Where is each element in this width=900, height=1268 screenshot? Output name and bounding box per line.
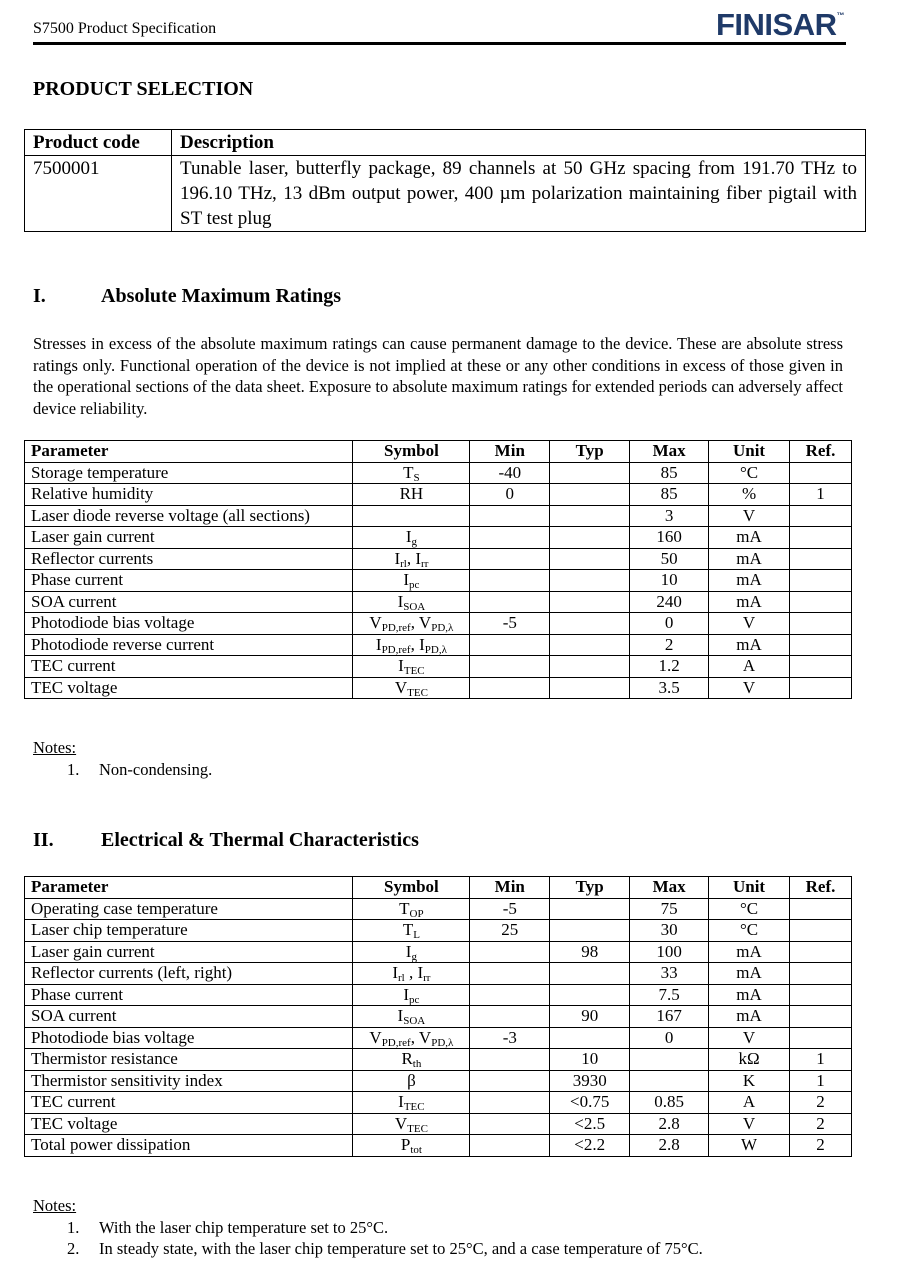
product-selection-table <box>24 129 866 232</box>
symbol-subscript: tot <box>410 1144 422 1157</box>
max-cell: 0 <box>630 613 709 635</box>
symbol-subscript: PD,ref <box>381 622 411 635</box>
symbol-cell <box>353 505 470 527</box>
section-1-heading <box>33 285 341 308</box>
symbol-subscript: rl <box>397 972 405 985</box>
ref-cell <box>789 898 851 920</box>
max-cell: 85 <box>630 484 709 506</box>
note-text: In steady state, with the laser chip temperature set to 25°C, and a case temperature of 75°C. <box>99 1239 703 1258</box>
col-parameter: Parameter <box>25 441 353 463</box>
note-item <box>33 759 212 781</box>
symbol-subscript: g <box>411 950 417 963</box>
note-number: 2. <box>67 1239 80 1258</box>
symbol-text: T <box>403 462 414 482</box>
typ-cell <box>550 548 630 570</box>
col-product-code: Product code <box>25 130 172 156</box>
typ-cell <box>550 920 630 942</box>
note-text: Non-condensing. <box>99 759 213 779</box>
abs-max-paragraph: Stresses in excess of the absolute maximum ratings can cause permanent damage to the device. These are absolute stress ratings only. Functional operation of the device is not implied at these or any other conditions in excess of those given in the operational sections of the data sheet. Exposure to absolute maximum ratings for extended periods can adversely affect device reliability. <box>33 334 843 418</box>
section-title: Absolute Maximum Ratings <box>101 285 342 307</box>
min-cell: -40 <box>470 462 550 484</box>
ref-cell: 2 <box>789 1135 851 1157</box>
min-cell: 0 <box>470 484 550 506</box>
unit-cell: A <box>709 656 790 678</box>
table-row <box>25 656 852 678</box>
symbol-subscript: pc <box>409 579 420 592</box>
symbol-text: RH <box>399 484 424 504</box>
typ-cell <box>550 570 630 592</box>
unit-cell: mA <box>709 963 790 985</box>
typ-cell <box>550 613 630 635</box>
ref-cell <box>789 677 851 699</box>
ref-cell <box>789 984 851 1006</box>
parameter-cell: Total power dissipation <box>25 1135 353 1157</box>
notes-title: Notes: <box>33 738 77 757</box>
parameter-cell: Photodiode bias voltage <box>25 1027 353 1049</box>
symbol-cell <box>353 1113 470 1135</box>
max-cell: 240 <box>630 591 709 613</box>
symbol-text: , V <box>410 613 432 633</box>
parameter-cell: Phase current <box>25 984 353 1006</box>
section-title: Electrical & Thermal Characteristics <box>101 829 419 851</box>
min-cell <box>470 1049 550 1071</box>
typ-cell: 90 <box>550 1006 630 1028</box>
unit-cell: mA <box>709 984 790 1006</box>
max-cell: 167 <box>630 1006 709 1028</box>
max-cell: 2.8 <box>630 1135 709 1157</box>
symbol-text: I <box>403 984 410 1004</box>
symbol-subscript: TEC <box>403 1101 425 1114</box>
typ-cell <box>550 898 630 920</box>
symbol-text: β <box>407 1070 416 1090</box>
symbol-subscript: rr <box>423 972 431 985</box>
col-min: Min <box>470 877 550 899</box>
symbol-text: V <box>394 1113 408 1133</box>
unit-cell: mA <box>709 1006 790 1028</box>
min-cell <box>470 634 550 656</box>
symbol-cell <box>353 677 470 699</box>
symbol-cell <box>353 613 470 635</box>
typ-cell <box>550 591 630 613</box>
max-cell: 1.2 <box>630 656 709 678</box>
table-row <box>25 484 852 506</box>
col-unit: Unit <box>709 877 790 899</box>
max-cell: 7.5 <box>630 984 709 1006</box>
symbol-cell <box>353 570 470 592</box>
ref-cell <box>789 656 851 678</box>
ref-cell <box>789 920 851 942</box>
note-number: 1. <box>67 759 80 779</box>
min-cell: 25 <box>470 920 550 942</box>
col-description: Description <box>172 130 866 156</box>
min-cell <box>470 941 550 963</box>
min-cell <box>470 527 550 549</box>
parameter-cell: Operating case temperature <box>25 898 353 920</box>
max-cell: 30 <box>630 920 709 942</box>
typ-cell: <0.75 <box>550 1092 630 1114</box>
section-2-notes <box>33 1195 703 1260</box>
section-2-heading <box>33 829 419 852</box>
col-unit: Unit <box>709 441 790 463</box>
symbol-text: , I <box>410 634 425 654</box>
section-1-notes <box>33 737 212 780</box>
parameter-cell: Photodiode reverse current <box>25 634 353 656</box>
max-cell: 85 <box>630 462 709 484</box>
symbol-cell <box>353 1070 470 1092</box>
note-number: 1. <box>67 1217 80 1237</box>
min-cell: -5 <box>470 898 550 920</box>
table-row <box>25 898 852 920</box>
ref-cell <box>789 963 851 985</box>
max-cell: 10 <box>630 570 709 592</box>
ref-cell: 1 <box>789 484 851 506</box>
electrical-thermal-table <box>24 876 852 1157</box>
symbol-text: I <box>394 548 401 568</box>
symbol-cell <box>353 984 470 1006</box>
table-body <box>25 462 852 699</box>
table-row <box>25 462 852 484</box>
table-header-row <box>25 877 852 899</box>
symbol-cell <box>353 484 470 506</box>
symbol-text: P <box>400 1135 411 1155</box>
max-cell: 33 <box>630 963 709 985</box>
unit-cell: mA <box>709 941 790 963</box>
col-typ: Typ <box>550 877 630 899</box>
symbol-subscript: PD,λ <box>424 643 447 656</box>
table-row <box>25 527 852 549</box>
symbol-subscript: g <box>411 536 417 549</box>
symbol-text: V <box>394 677 408 697</box>
col-parameter: Parameter <box>25 877 353 899</box>
symbol-text: , I <box>404 963 424 983</box>
ref-cell <box>789 548 851 570</box>
table-row <box>25 941 852 963</box>
typ-cell: <2.5 <box>550 1113 630 1135</box>
parameter-cell: TEC current <box>25 1092 353 1114</box>
symbol-text: I <box>403 570 410 590</box>
unit-cell: V <box>709 1113 790 1135</box>
unit-cell: A <box>709 1092 790 1114</box>
symbol-cell <box>353 920 470 942</box>
symbol-subscript: pc <box>409 993 420 1006</box>
table-row <box>25 613 852 635</box>
typ-cell: <2.2 <box>550 1135 630 1157</box>
max-cell: 50 <box>630 548 709 570</box>
unit-cell: kΩ <box>709 1049 790 1071</box>
unit-cell: % <box>709 484 790 506</box>
min-cell <box>470 1006 550 1028</box>
typ-cell <box>550 462 630 484</box>
symbol-cell <box>353 548 470 570</box>
symbol-text: V <box>369 613 382 633</box>
symbol-cell <box>353 941 470 963</box>
max-cell <box>630 1070 709 1092</box>
symbol-text: I <box>375 634 382 654</box>
min-cell <box>470 570 550 592</box>
min-cell <box>470 677 550 699</box>
table-row <box>25 1092 852 1114</box>
trademark-mark: ™ <box>836 11 844 20</box>
note-item <box>33 1238 703 1260</box>
symbol-text: , V <box>410 1027 432 1047</box>
page-header <box>33 7 846 45</box>
symbol-cell <box>353 1027 470 1049</box>
symbol-text: V <box>369 1027 382 1047</box>
symbol-text: I <box>398 1092 404 1112</box>
symbol-cell <box>353 1135 470 1157</box>
table-row <box>25 920 852 942</box>
unit-cell: °C <box>709 898 790 920</box>
unit-cell: mA <box>709 570 790 592</box>
symbol-cell <box>353 527 470 549</box>
parameter-cell: Storage temperature <box>25 462 353 484</box>
parameter-cell: Thermistor resistance <box>25 1049 353 1071</box>
unit-cell: V <box>709 613 790 635</box>
table-row <box>25 548 852 570</box>
notes-title: Notes: <box>33 1196 77 1215</box>
symbol-cell <box>353 963 470 985</box>
symbol-subscript: PD,λ <box>431 1036 454 1049</box>
min-cell: -3 <box>470 1027 550 1049</box>
parameter-cell: Laser chip temperature <box>25 920 353 942</box>
ref-cell <box>789 570 851 592</box>
max-cell: 75 <box>630 898 709 920</box>
unit-cell: V <box>709 505 790 527</box>
parameter-cell: TEC voltage <box>25 677 353 699</box>
parameter-cell: SOA current <box>25 1006 353 1028</box>
symbol-text: R <box>401 1049 413 1069</box>
ref-cell: 1 <box>789 1049 851 1071</box>
table-row <box>25 677 852 699</box>
unit-cell: mA <box>709 634 790 656</box>
ref-cell <box>789 941 851 963</box>
table-row <box>25 634 852 656</box>
ref-cell <box>789 1027 851 1049</box>
col-symbol: Symbol <box>353 877 470 899</box>
min-cell <box>470 984 550 1006</box>
ref-cell <box>789 613 851 635</box>
parameter-cell: Laser gain current <box>25 527 353 549</box>
parameter-cell: Phase current <box>25 570 353 592</box>
typ-cell <box>550 505 630 527</box>
note-item <box>33 1217 703 1239</box>
typ-cell <box>550 656 630 678</box>
ref-cell <box>789 527 851 549</box>
ref-cell: 1 <box>789 1070 851 1092</box>
table-body <box>25 898 852 1156</box>
symbol-subscript: rr <box>421 557 429 570</box>
parameter-cell: Reflector currents (left, right) <box>25 963 353 985</box>
max-cell: 3 <box>630 505 709 527</box>
max-cell: 2.8 <box>630 1113 709 1135</box>
symbol-cell <box>353 1006 470 1028</box>
typ-cell: 10 <box>550 1049 630 1071</box>
col-ref: Ref. <box>789 877 851 899</box>
parameter-cell: TEC current <box>25 656 353 678</box>
product-code-cell: 7500001 <box>25 156 172 232</box>
symbol-subscript: PD,ref <box>381 1036 411 1049</box>
table-row <box>25 1049 852 1071</box>
section-number: I. <box>33 285 46 307</box>
unit-cell: °C <box>709 920 790 942</box>
unit-cell: °C <box>709 462 790 484</box>
unit-cell: V <box>709 1027 790 1049</box>
symbol-text: T <box>399 898 410 918</box>
typ-cell <box>550 484 630 506</box>
col-min: Min <box>470 441 550 463</box>
table-row <box>25 1070 852 1092</box>
col-symbol: Symbol <box>353 441 470 463</box>
symbol-cell <box>353 591 470 613</box>
description-cell: Tunable laser, butterfly package, 89 channels at 50 GHz spacing from 191.70 THz to 196.10 THz, 13 dBm output power, 400 µm polarization maintaining fiber pigtail with ST test plug <box>172 156 866 232</box>
typ-cell <box>550 984 630 1006</box>
unit-cell: mA <box>709 527 790 549</box>
min-cell <box>470 1070 550 1092</box>
ref-cell <box>789 591 851 613</box>
ref-cell <box>789 505 851 527</box>
min-cell <box>470 548 550 570</box>
table-row <box>25 963 852 985</box>
col-ref: Ref. <box>789 441 851 463</box>
parameter-cell: Reflector currents <box>25 548 353 570</box>
typ-cell <box>550 527 630 549</box>
table-row <box>25 570 852 592</box>
unit-cell: V <box>709 677 790 699</box>
symbol-cell <box>353 1092 470 1114</box>
symbol-text: I <box>397 591 404 611</box>
symbol-text: I <box>405 941 412 961</box>
symbol-subscript: PD,ref <box>381 643 411 656</box>
col-max: Max <box>630 441 709 463</box>
symbol-subscript: rl <box>400 557 407 570</box>
ref-cell <box>789 462 851 484</box>
min-cell <box>470 656 550 678</box>
symbol-subscript: PD,λ <box>431 622 454 635</box>
symbol-text: I <box>392 963 398 983</box>
parameter-cell: Relative humidity <box>25 484 353 506</box>
table-header-row <box>25 130 866 156</box>
typ-cell <box>550 963 630 985</box>
symbol-cell <box>353 634 470 656</box>
max-cell: 3.5 <box>630 677 709 699</box>
max-cell: 100 <box>630 941 709 963</box>
document-title: S7500 Product Specification <box>33 20 217 37</box>
min-cell: -5 <box>470 613 550 635</box>
table-row <box>25 1006 852 1028</box>
symbol-text: I <box>398 656 404 676</box>
ref-cell <box>789 634 851 656</box>
parameter-cell: Photodiode bias voltage <box>25 613 353 635</box>
ref-cell <box>789 1006 851 1028</box>
symbol-text: T <box>402 920 414 940</box>
min-cell <box>470 505 550 527</box>
ref-cell: 2 <box>789 1092 851 1114</box>
max-cell: 0.85 <box>630 1092 709 1114</box>
symbol-cell <box>353 462 470 484</box>
typ-cell: 98 <box>550 941 630 963</box>
symbol-subscript: SOA <box>403 600 426 613</box>
symbol-subscript: OP <box>409 907 424 920</box>
symbol-subscript: TEC <box>403 665 425 678</box>
typ-cell <box>550 1027 630 1049</box>
symbol-text: I <box>397 1006 404 1026</box>
min-cell <box>470 963 550 985</box>
table-row <box>25 505 852 527</box>
unit-cell: mA <box>709 548 790 570</box>
unit-cell: K <box>709 1070 790 1092</box>
typ-cell <box>550 677 630 699</box>
symbol-cell <box>353 898 470 920</box>
symbol-cell <box>353 656 470 678</box>
col-max: Max <box>630 877 709 899</box>
typ-cell <box>550 634 630 656</box>
typ-cell: 3930 <box>550 1070 630 1092</box>
max-cell: 160 <box>630 527 709 549</box>
max-cell <box>630 1049 709 1071</box>
parameter-cell: Thermistor sensitivity index <box>25 1070 353 1092</box>
table-row <box>25 591 852 613</box>
table-row <box>25 1027 852 1049</box>
min-cell <box>470 591 550 613</box>
symbol-cell <box>353 1049 470 1071</box>
product-selection-heading: PRODUCT SELECTION <box>33 78 254 100</box>
symbol-subscript: TEC <box>407 1122 428 1135</box>
parameter-cell: SOA current <box>25 591 353 613</box>
parameter-cell: Laser gain current <box>25 941 353 963</box>
note-text: With the laser chip temperature set to 25°C. <box>99 1217 389 1237</box>
symbol-subscript: SOA <box>403 1015 426 1028</box>
table-header-row <box>25 441 852 463</box>
symbol-subscript: TEC <box>407 686 428 699</box>
finisar-logo <box>716 7 844 43</box>
logo-text: FINISAR <box>716 7 837 42</box>
table-row <box>25 984 852 1006</box>
unit-cell: W <box>709 1135 790 1157</box>
symbol-subscript: S <box>413 471 420 484</box>
table-row <box>25 1135 852 1157</box>
min-cell <box>470 1135 550 1157</box>
symbol-subscript: L <box>413 929 420 942</box>
symbol-subscript: th <box>412 1058 422 1071</box>
unit-cell: mA <box>709 591 790 613</box>
absolute-max-ratings-table <box>24 440 852 699</box>
min-cell <box>470 1113 550 1135</box>
parameter-cell: Laser diode reverse voltage (all sections) <box>25 505 353 527</box>
min-cell <box>470 1092 550 1114</box>
table-row <box>25 1113 852 1135</box>
symbol-text: I <box>405 527 412 547</box>
symbol-text: , I <box>406 548 422 568</box>
ref-cell: 2 <box>789 1113 851 1135</box>
max-cell: 2 <box>630 634 709 656</box>
col-typ: Typ <box>550 441 630 463</box>
section-number: II. <box>33 829 54 851</box>
parameter-cell: TEC voltage <box>25 1113 353 1135</box>
max-cell: 0 <box>630 1027 709 1049</box>
table-row <box>25 156 866 232</box>
